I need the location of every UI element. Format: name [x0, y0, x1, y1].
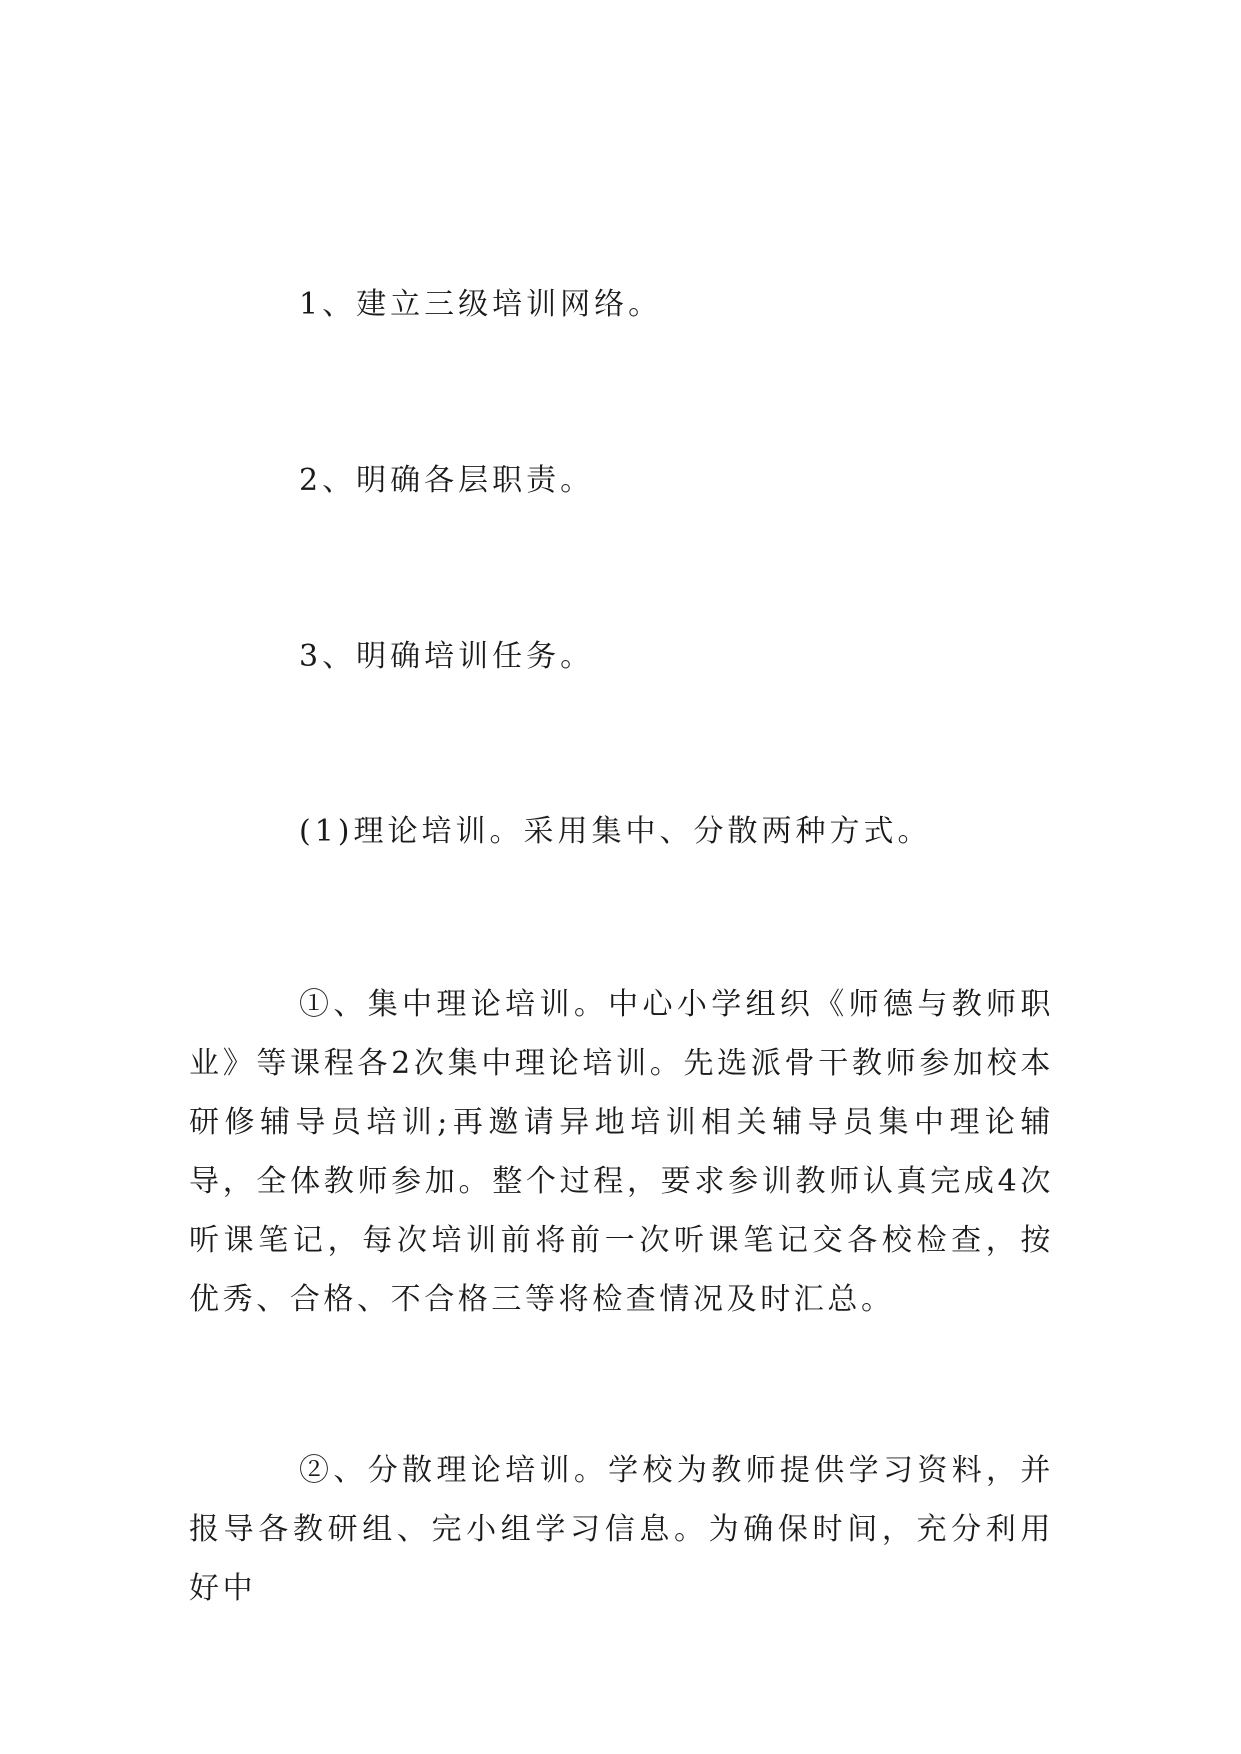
list-item: 3、明确培训任务。 [299, 639, 595, 674]
body-paragraph: ②、分散理论培训。学校为教师提供学习资料，并报导各教研组、完小组学习信息。为确保时间，充分利用好中 [189, 1453, 1054, 1606]
section-heading: (1)理论培训。采用集中、分散两种方式。 [299, 814, 932, 849]
list-item: 2、明确各层职责。 [299, 463, 595, 498]
body-paragraph: ①、集中理论培训。中心小学组织《师德与教师职业》等课程各2次集中理论培训。先选派骨干教师参加校本研修辅导员培训;再邀请异地培训相关辅导员集中理论辅导，全体教师参加。整个过程，要求参训教师认真完成4次听课笔记，每次培训前将前一次听课笔记交各校检查，按优秀、合格、不合格三等将检查情况及时汇总。 [189, 987, 1054, 1317]
list-item: 1、建立三级培训网络。 [299, 287, 663, 322]
